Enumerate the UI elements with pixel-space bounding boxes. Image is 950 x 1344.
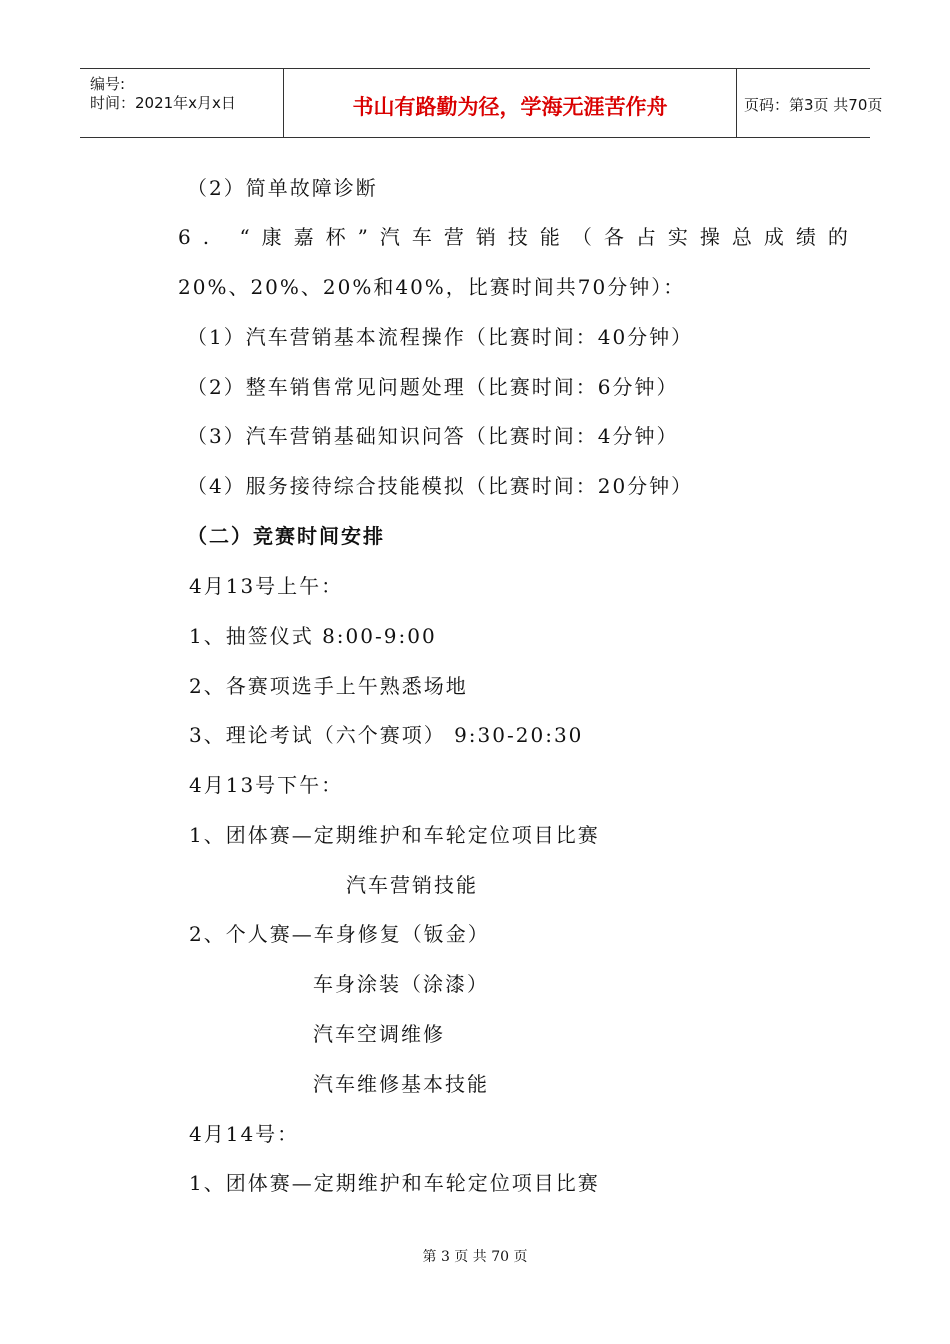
text-line: （2）整车销售常见问题处理（比赛时间：6分钟） <box>187 375 679 399</box>
text-line: 4月14号： <box>189 1122 300 1146</box>
text-line: （4）服务接待综合技能模拟（比赛时间：20分钟） <box>187 474 694 498</box>
text-line: 车身涂装（涂漆） <box>313 972 489 996</box>
text-line: （1）汽车营销基本流程操作（比赛时间：40分钟） <box>187 325 694 349</box>
header-page-cell <box>736 69 883 137</box>
document-time-label: 时间：2021年x月x日 <box>90 94 236 112</box>
text-line: 汽车空调维修 <box>313 1022 445 1046</box>
text-line: （2）简单故障诊断 <box>187 176 378 200</box>
text-line: 2、个人赛—车身修复（钣金） <box>189 922 490 946</box>
text-line: 1、团体赛—定期维护和车轮定位项目比赛 <box>189 1171 600 1195</box>
text-line: 20%、20%、20%和40%，比赛时间共70分钟）： <box>178 275 686 299</box>
header-motto-cell <box>283 69 737 137</box>
header-motto: 书山有路勤为径，学海无涯苦作舟 <box>352 95 668 119</box>
text-line: 2、各赛项选手上午熟悉场地 <box>189 674 468 698</box>
text-line: 汽车维修基本技能 <box>313 1072 489 1096</box>
page-header <box>80 68 883 138</box>
header-meta <box>80 69 283 137</box>
text-line: 1、抽签仪式 8:00-9:00 <box>189 624 437 648</box>
text-line: （3）汽车营销基础知识问答（比赛时间：4分钟） <box>187 424 679 448</box>
text-line: 1、团体赛—定期维护和车轮定位项目比赛 <box>189 823 600 847</box>
text-line: 3、理论考试（六个赛项） 9:30-20:30 <box>189 723 584 747</box>
page-footer: 第 3 页 共 70 页 <box>422 1249 528 1265</box>
text-line: 4月13号下午： <box>189 773 344 797</box>
header-page-info: 页码：第3页 共70页 <box>744 96 883 114</box>
text-line: 4月13号上午： <box>189 574 344 598</box>
text-line: 汽车营销技能 <box>346 873 478 897</box>
document-number-label: 编号: <box>90 75 126 93</box>
section-heading: （二）竞赛时间安排 <box>187 524 385 548</box>
text-line: 6. “康嘉杯”汽车营销技能（各占实操总成绩的 <box>178 225 860 249</box>
